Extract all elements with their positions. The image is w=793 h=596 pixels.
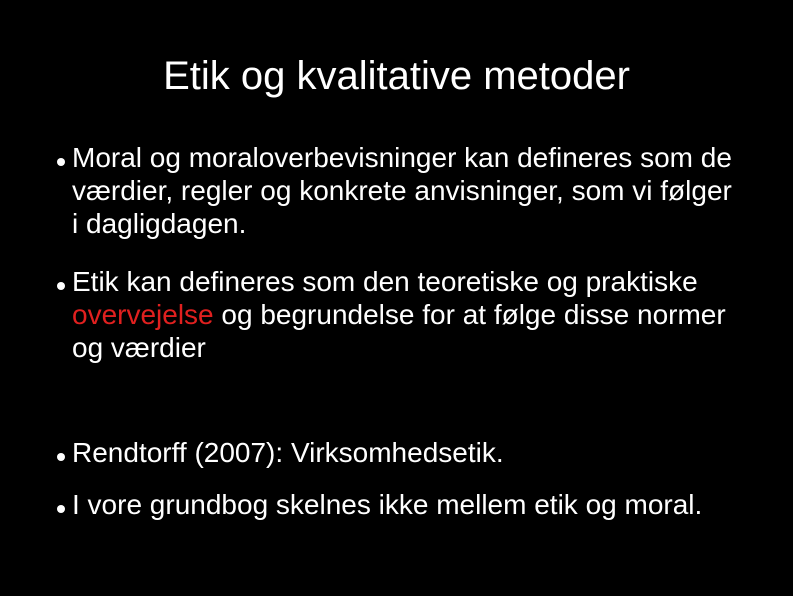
bullet-text-after: og begrundelse for at følge disse normer og værdier [72,299,726,363]
bullet-text: Moral og moraloverbevisninger kan defineres som de værdier, regler og konkrete anvisninger, som vi følger i dagligdagen. [72,142,732,239]
bullet-text: I vore grundbog skelnes ikke mellem etik og moral. [72,489,703,520]
bullet-text-before: Etik kan defineres som den teoretiske og praktiske [72,266,698,297]
highlighted-word: overvejelse [72,299,214,330]
bullet-dot-icon [57,282,65,290]
bullet-dot-icon [57,453,65,461]
slide-title: Etik og kvalitative metoder [163,54,630,98]
bullet-dot-icon [57,158,65,166]
bullet-dot-icon [57,505,65,513]
bullet-text: Rendtorff (2007): Virksomhedsetik. [72,437,504,468]
bullet-text [72,265,732,364]
